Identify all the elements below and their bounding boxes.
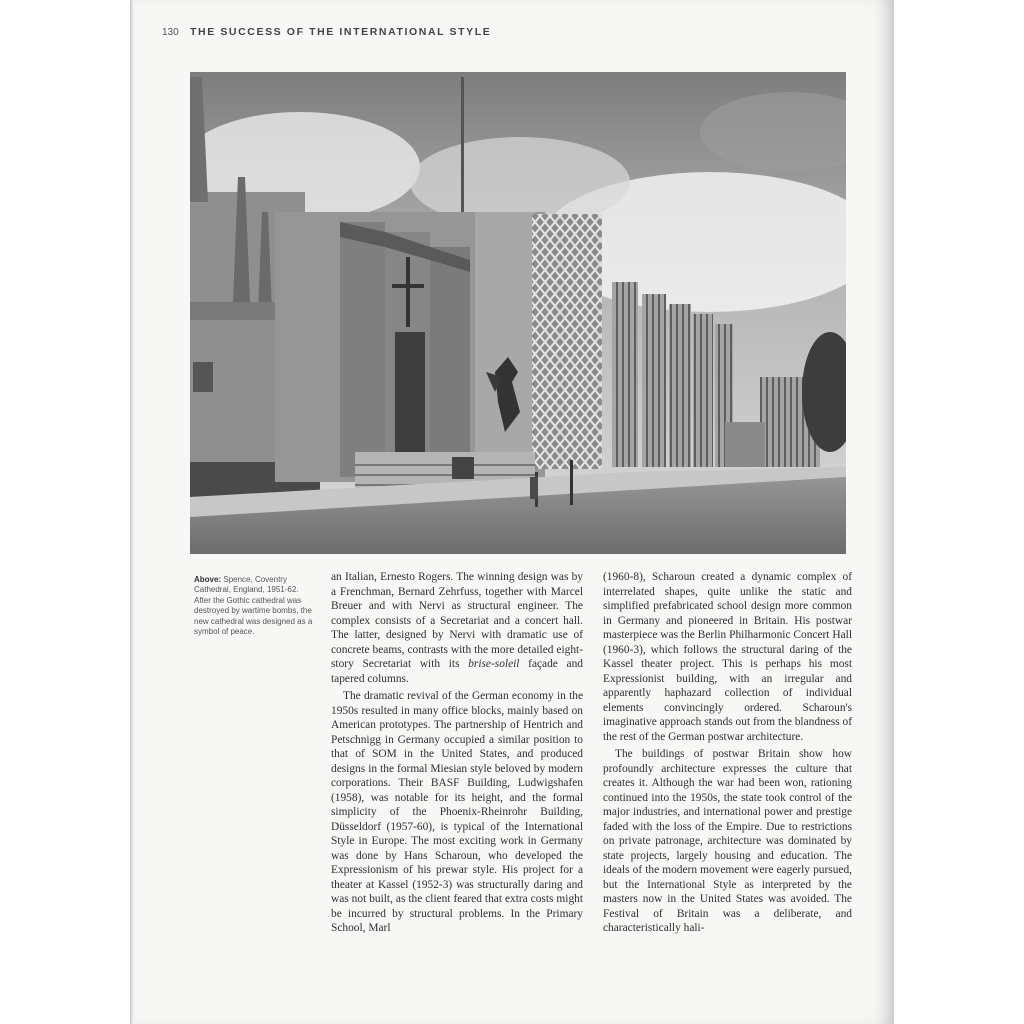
column1-paragraph-2: The dramatic revival of the German economy in the 1950s resulted in many office blocks, mainly based on American prototypes. The partnership of Hentrich and Petschnigg in Germany occupied a similar position to that of SOM in the United States, and produced designs in the formal Miesian style beloved by modern corporations. Their BASF Building, Ludwigshafen (1958), was notable for its height, and the formal simplicity of the Phoenix-Rheinrohr Building, Düsseldorf (1957-60), is typical of the International Style in Europe. The most exciting work in Germany was done by Hans Scharoun, who developed the Expressionism of his prewar style. His project for a theater at Kassel (1952-3) was structurally daring and was not built, as the client feared that extra costs might be incurred by structural problems. In the Primary School, Marl [331,690,583,934]
spine-shadow [130,0,134,1024]
photo-coventry-cathedral-icon [190,72,846,554]
caption-text: Spence, Coventry Cathedral, England, 1951-62. After the Gothic cathedral was destroyed by wartime bombs, the new cathedral was designed as a symbol of peace. [194,575,313,637]
caption-label: Above: [194,575,222,584]
column1-p1-text: an Italian, Ernesto Rogers. The winning design was by a Frenchman, Bernard Zehrfuss, together with Marcel Breuer and with Nervi as structural engineer. The complex consists of a Secretariat and a concert hall. The latter, designed by Nervi with dramatic use of concrete beams, contrasts with the more detailed eight-story Secretariat with its [331,571,583,670]
column2-paragraph-2: The buildings of postwar Britain show how profoundly architecture expresses the culture that creates it. Although the war had been won, rationing continued into the 1950s, the state took control of the major industries, and international power and prestige faded with the loss of the Empire. Due to restrictions on private patronage, architecture was dominated by state projects, largely housing and education. The ideals of the modern movement were eagerly pursued, but the International Style as interpreted by the masters now in the United States was avoided. The Festival of Britain was a deliberate, and characteristically hali- [603,748,852,934]
cathedral-photo [190,72,846,554]
column1-paragraph-1 [331,570,583,686]
column1-p1-text-end: façade and tapered columns. [331,658,583,685]
column1-p1-italic: brise-soleil [468,658,520,670]
text-column-2 [603,570,852,936]
page-number: 130 [162,27,179,38]
column2-paragraph-1: (1960-8), Scharoun created a dynamic complex of interrelated shapes, quite unlike the static and simplified prefabricated school design more common in Germany and pioneered in Britain. His postwar masterpiece was the Berlin Philharmonic Concert Hall (1960-3), which follows the structural daring of the Kassel theater project. This is perhaps his most Expressionist building, with an irregular and apparently haphazard collection of individual elements convincingly ordered. Scharoun's imaginative approach stands out from the blandness of the rest of the German postwar architecture. [603,571,852,743]
running-head: THE SUCCESS OF THE INTERNATIONAL STYLE [190,26,492,38]
text-column-1 [331,570,583,936]
photo-caption [194,575,316,637]
